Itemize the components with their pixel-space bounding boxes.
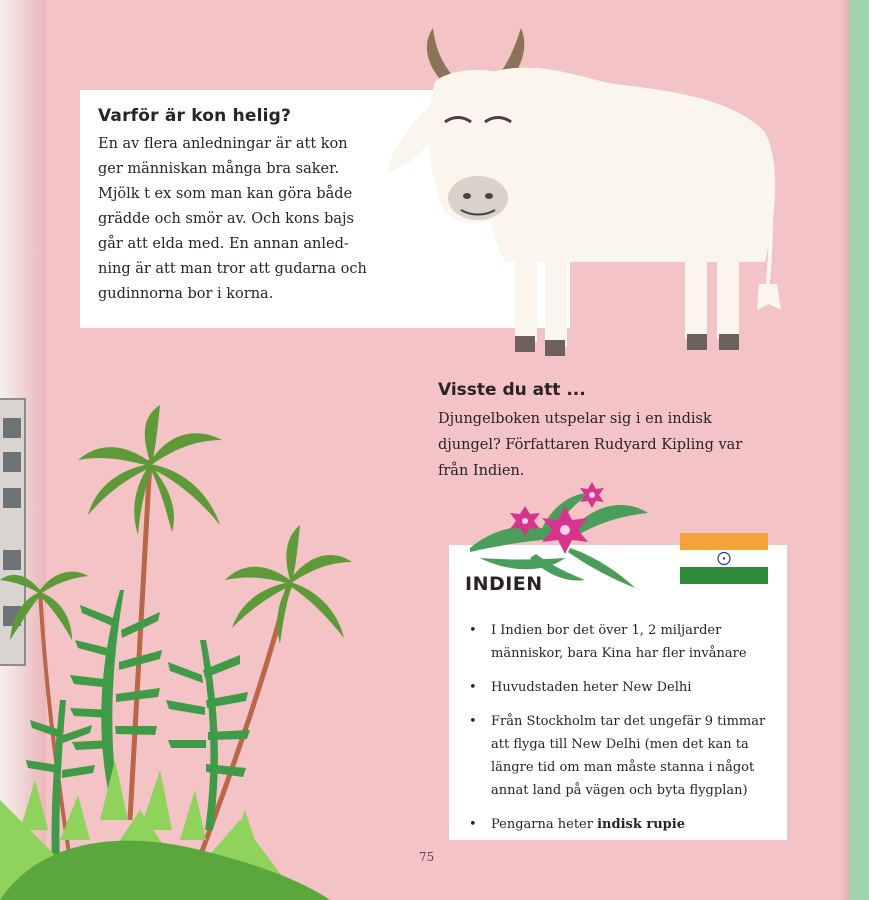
- did-you-know-section: [438, 380, 818, 484]
- bullet-icon: •: [469, 680, 477, 695]
- fact-text-line: från Indien.: [438, 463, 525, 479]
- cow-text-line: gudinnorna bor i korna.: [98, 286, 274, 302]
- list-item: • Huvudstaden heter New Delhi: [467, 676, 787, 699]
- bullet-icon: •: [469, 817, 477, 832]
- cow-text-line: Mjölk t ex som man kan göra både: [98, 186, 353, 202]
- fact-text-line: Djungelboken utspelar sig i en indisk: [438, 411, 712, 427]
- bullet-icon: •: [469, 623, 477, 638]
- fact-text-line: djungel? Författaren Rudyard Kipling var: [438, 437, 743, 453]
- list-item: • I Indien bor det över 1, 2 miljarder människor, bara Kina har fler invånare: [467, 619, 787, 665]
- cow-text-line: går att elda med. En annan anled-: [98, 236, 349, 252]
- india-facts-list: [467, 619, 787, 847]
- did-you-know-title: Visste du att ...: [438, 380, 586, 400]
- bullet-icon: •: [469, 714, 477, 729]
- india-flag: [680, 533, 768, 585]
- palm-trees-illustration: [0, 400, 360, 900]
- page-crease: [841, 0, 849, 900]
- cow-illustration: [385, 22, 795, 362]
- cow-text-line: grädde och smör av. Och kons bajs: [98, 211, 354, 227]
- cow-question-title: Varför är kon helig?: [98, 106, 292, 126]
- page-edge-right: [849, 0, 869, 900]
- cow-text-line: ger människan många bra saker.: [98, 161, 340, 177]
- list-item: • Från Stockholm tar det ungefär 9 timmar att flyga till New Delhi (men det kan ta längre tid om man måste stanna i något annat land på vägen och byta flygplan): [467, 710, 787, 802]
- cow-text-line: En av flera anledningar är att kon: [98, 136, 348, 152]
- currency-name: indisk rupie: [597, 817, 685, 832]
- india-info-card: [449, 545, 787, 840]
- page-number: 75: [419, 850, 435, 864]
- pink-flowers-illustration: [470, 478, 660, 588]
- cow-text-line: ning är att man tror att gudarna och: [98, 261, 367, 277]
- india-card-title: INDIEN: [465, 573, 543, 595]
- list-item: • Pengarna heter indisk rupie: [467, 813, 787, 836]
